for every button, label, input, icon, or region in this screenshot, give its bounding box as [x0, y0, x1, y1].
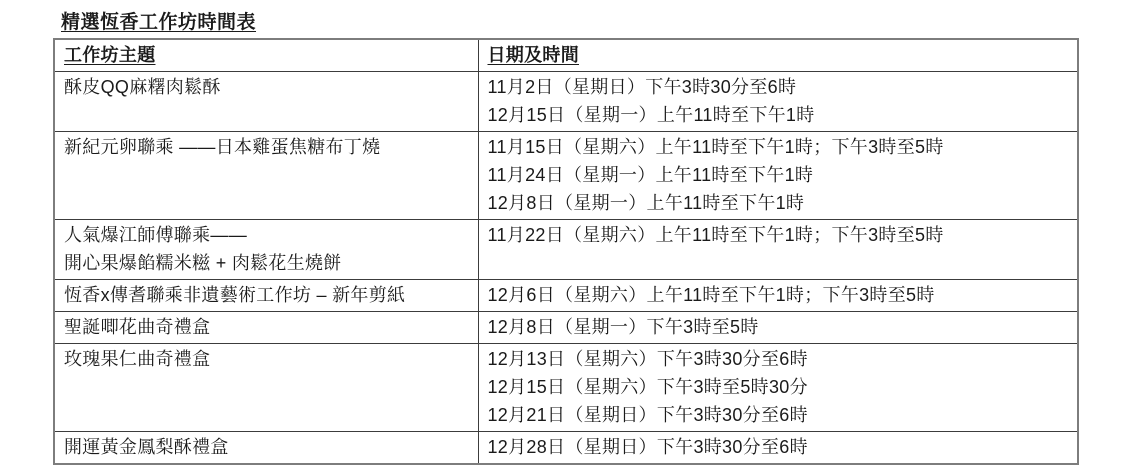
- topic-cell: [54, 220, 478, 280]
- column-header-topic: 工作坊主題: [54, 39, 478, 72]
- table-row: [54, 312, 1078, 344]
- times-cell: [478, 312, 1078, 344]
- time-line: 12月28日（星期日）下午3時30分至6時: [487, 437, 808, 457]
- topic-cell: [54, 72, 478, 132]
- time-line: 12月8日（星期一）下午3時至5時: [487, 317, 759, 337]
- times-cell: [478, 220, 1078, 280]
- topic-line: 開心果爆餡糯米糍 + 肉鬆花生燒餅: [64, 253, 342, 273]
- times-cell: [478, 432, 1078, 465]
- topic-cell: [54, 432, 478, 465]
- time-line: 12月21日（星期日）下午3時30分至6時: [487, 405, 808, 425]
- topic-line: 酥皮QQ麻糬肉鬆酥: [64, 77, 221, 97]
- page-title-text: 精選恆香工作坊時間表: [61, 12, 257, 33]
- header-row: [54, 39, 1078, 72]
- topic-line: 人氣爆江師傅聯乘——: [64, 225, 247, 245]
- times-cell: [478, 72, 1078, 132]
- table-row: [54, 432, 1078, 465]
- time-line: 11月22日（星期六）上午11時至下午1時；下午3時至5時: [487, 225, 944, 245]
- workshop-schedule-table: [53, 38, 1079, 465]
- topic-cell: [54, 312, 478, 344]
- time-line: 12月6日（星期六）上午11時至下午1時；下午3時至5時: [487, 285, 935, 305]
- table-row: [54, 344, 1078, 432]
- time-line: 12月13日（星期六）下午3時30分至6時: [487, 349, 808, 369]
- topic-cell: [54, 132, 478, 220]
- workshop-table-body: [54, 72, 1078, 465]
- table-row: [54, 220, 1078, 280]
- topic-line: 新紀元卵聯乘 ——日本雞蛋焦糖布丁燒: [64, 137, 381, 157]
- times-cell: [478, 132, 1078, 220]
- time-line: 12月15日（星期一）上午11時至下午1時: [487, 105, 815, 125]
- time-line: 11月24日（星期一）上午11時至下午1時: [487, 165, 814, 185]
- times-cell: [478, 280, 1078, 312]
- time-line: 11月15日（星期六）上午11時至下午1時；下午3時至5時: [487, 137, 944, 157]
- table-row: [54, 72, 1078, 132]
- topic-cell: [54, 280, 478, 312]
- topic-line: 恆香x傳耆聯乘非遺藝術工作坊 – 新年剪紙: [64, 285, 406, 305]
- topic-line: 玫瑰果仁曲奇禮盒: [64, 349, 211, 369]
- topic-cell: [54, 344, 478, 432]
- page-title: [61, 7, 1135, 34]
- time-line: 12月15日（星期六）下午3時至5時30分: [487, 377, 808, 397]
- topic-line: 開運黃金鳳梨酥禮盒: [64, 437, 229, 457]
- time-line: 12月8日（星期一）上午11時至下午1時: [487, 193, 805, 213]
- table-row: [54, 132, 1078, 220]
- times-cell: [478, 344, 1078, 432]
- topic-line: 聖誕唧花曲奇禮盒: [64, 317, 211, 337]
- column-header-datetime: 日期及時間: [478, 39, 1078, 72]
- table-row: [54, 280, 1078, 312]
- time-line: 11月2日（星期日）下午3時30分至6時: [487, 77, 797, 97]
